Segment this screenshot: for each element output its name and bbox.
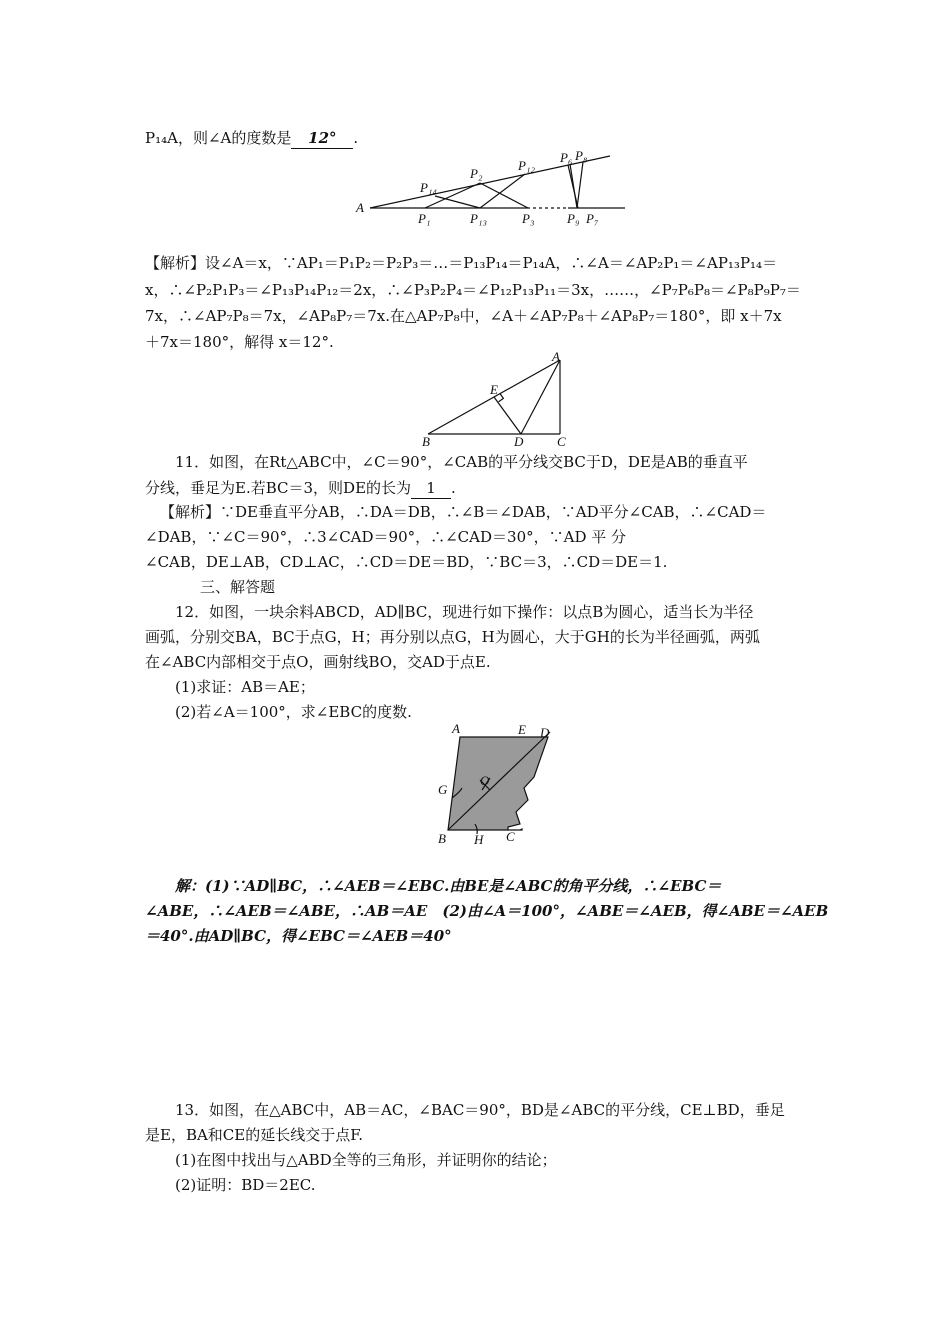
q12-label-h: H [474, 832, 484, 847]
q11-stem-2-suffix: . [451, 479, 456, 497]
q12-solution-3: ＝40°.由AD∥BC，得∠EBC＝∠AEB＝40° [145, 927, 452, 945]
q10-line-prefix: P₁₄A，则∠A的度数是 [145, 129, 292, 147]
q12-label-g: G [438, 782, 448, 797]
q10-answer-blank: 12° [291, 128, 353, 149]
q12-label-d: D [540, 725, 550, 740]
q10-label-p12: P₁₂ [518, 158, 535, 173]
q12-part-2: (2)若∠A＝100°，求∠EBC的度数. [175, 703, 412, 721]
q10-label-p13: P₁₃ [470, 211, 487, 226]
q12-label-c: C [506, 829, 515, 844]
q11-figure [420, 350, 580, 450]
q12-stem-1: 12．如图，一块余料ABCD，AD∥BC，现进行如下操作：以点B为圆心，适当长为半径 [175, 603, 754, 621]
q11-analysis-1: 【解析】∵DE垂直平分AB，∴DA＝DB，∴∠B＝∠DAB，∵AD平分∠CAB，∴∠CAD＝ [160, 503, 767, 521]
q10-label-p9: P₉ [567, 211, 580, 226]
q11-answer-blank: 1 [411, 478, 451, 499]
q12-solution-1: 解：(1)∵AD∥BC，∴∠AEB＝∠EBC.由BE是∠ABC的角平分线，∴∠EBC＝ [175, 877, 722, 895]
q12-part-1: (1)求证：AB＝AE； [175, 678, 315, 696]
q13-stem-1: 13．如图，在△ABC中，AB＝AC，∠BAC＝90°，BD是∠ABC的平分线，CE⊥BD，垂足 [175, 1101, 785, 1119]
q12-stem-2: 画弧，分别交BA，BC于点G，H；再分别以点G，H为圆心，大于GH的长为半径画弧，两弧 [145, 628, 760, 646]
q11-stem-1: 11．如图，在Rt△ABC中，∠C＝90°，∠CAB的平分线交BC于D，DE是AB的垂直平 [175, 453, 748, 471]
q12-label-e: E [518, 722, 526, 737]
q12-solution-2: ∠ABE，∴∠AEB＝∠ABE，∴AB＝AE (2)由∠A＝100°，∠ABE＝∠AEB，得∠ABE＝∠AEB [145, 902, 829, 920]
q11-analysis-2: ∠DAB，∵∠C＝90°，∴3∠CAD＝90°，∴∠CAD＝30°，∵AD 平 分 [145, 528, 627, 546]
q10-label-p8: P₈ [575, 148, 588, 163]
q10-label-a: A [356, 200, 364, 215]
q12-label-a: A [452, 722, 460, 736]
q11-analysis-3: ∠CAB，DE⊥AB，CD⊥AC，∴CD＝DE＝BD，∵BC＝3，∴CD＝DE＝1. [145, 553, 668, 571]
q10-label-p6: P₆ [560, 150, 573, 165]
q11-label-d: D [514, 434, 524, 449]
q10-analysis-3: 7x，∴∠AP₇P₈＝7x，∠AP₈P₇＝7x.在△AP₇P₈中，∠A＋∠AP₇P₈＋∠AP₈P₇＝180°，即 x＋7x [145, 307, 782, 325]
q12-figure [430, 722, 570, 850]
q10-label-p7: P₇ [586, 211, 599, 226]
q11-stem-2-prefix: 分线，垂足为E.若BC＝3，则DE的长为 [145, 479, 412, 497]
q11-label-e: E [490, 382, 498, 397]
q12-label-o: O [480, 773, 490, 788]
q10-label-p3: P₃ [522, 211, 535, 226]
q11-label-c: C [557, 434, 566, 449]
q13-part-2: (2)证明：BD＝2EC. [175, 1176, 316, 1194]
q10-label-p1: P₁ [418, 211, 431, 226]
q10-label-p14: P₁₄ [420, 180, 437, 195]
q10-analysis-4: ＋7x＝180°，解得 x＝12°. [145, 333, 334, 351]
q10-label-p2: P₂ [470, 166, 483, 181]
q12-stem-3: 在∠ABC内部相交于点O，画射线BO，交AD于点E. [145, 653, 491, 671]
q10-figure [350, 148, 640, 228]
q13-part-1: (1)在图中找出与△ABD全等的三角形，并证明你的结论； [175, 1151, 557, 1169]
q11-label-a: A [552, 350, 560, 364]
q10-analysis-2: x，∴∠P₂P₁P₃＝∠P₁₃P₁₄P₁₂＝2x，∴∠P₃P₂P₄＝∠P₁₂P₁₃P₁₁＝3x，……，∠P₇P₆P₈＝∠P₈P₉P₇＝ [145, 281, 801, 299]
q10-line-suffix: . [353, 129, 359, 147]
q12-label-b: B [438, 831, 446, 846]
section-3-heading: 三、解答题 [200, 578, 276, 596]
q11-label-b: B [422, 434, 430, 449]
q10-last-line [145, 128, 809, 149]
q13-stem-2: 是E，BA和CE的延长线交于点F. [145, 1126, 364, 1144]
q11-stem-2 [145, 478, 809, 499]
q10-analysis-1: 【解析】设∠A＝x，∵AP₁＝P₁P₂＝P₂P₃＝…＝P₁₃P₁₄＝P₁₄A，∴∠A＝∠AP₂P₁＝∠AP₁₃P₁₄＝ [145, 254, 778, 272]
